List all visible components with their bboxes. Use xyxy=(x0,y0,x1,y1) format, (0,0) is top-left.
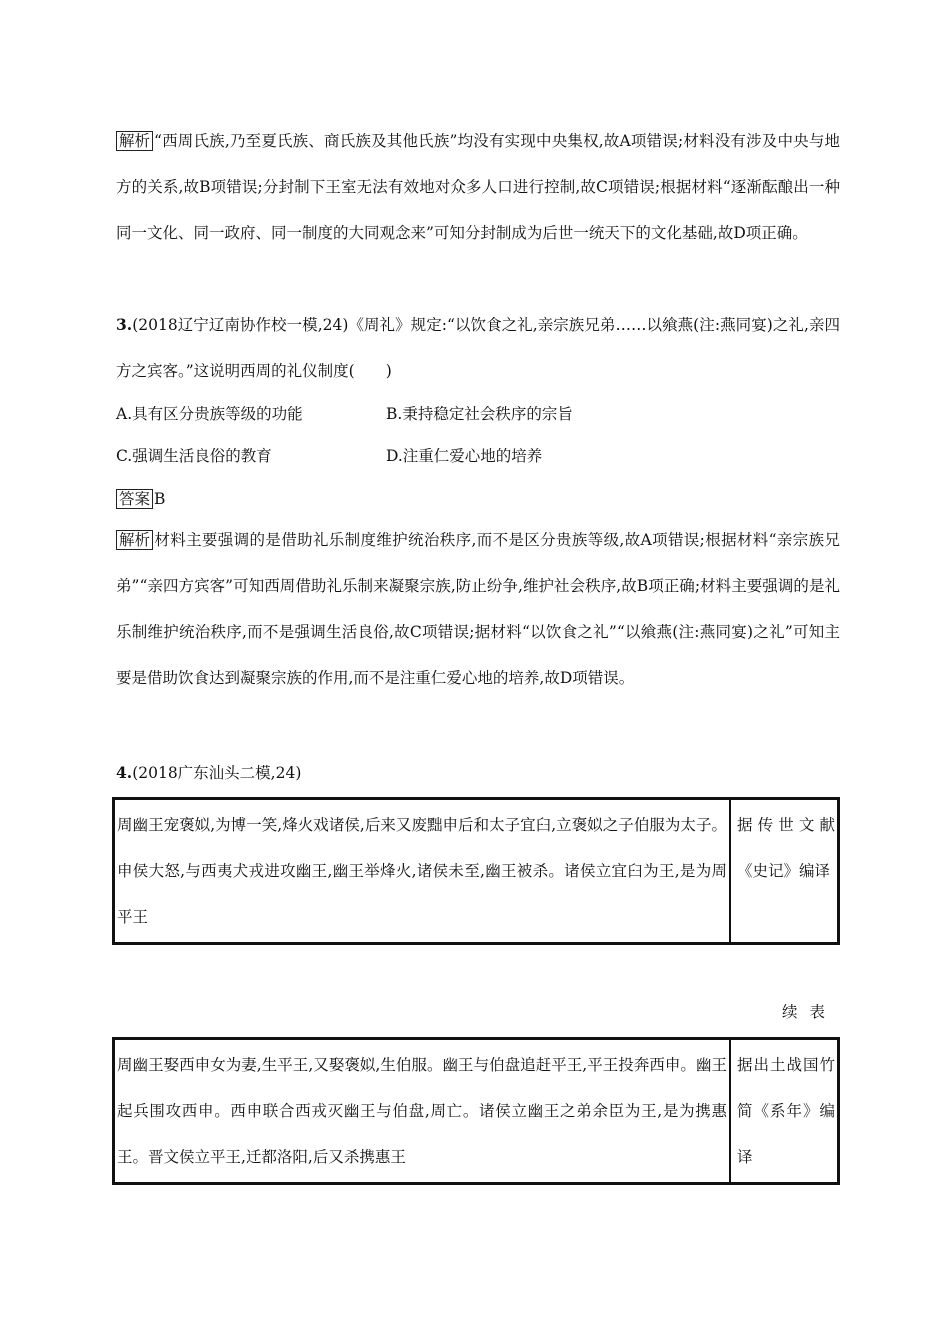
table-row xyxy=(114,1039,839,1184)
q3-analysis-text: 材料主要强调的是借助礼乐制度维护统治秩序,而不是区分贵族等级,故A项错误;根据材料“亲宗族兄弟”“亲四方宾客”可知西周借助礼乐制来凝聚宗族,防止纷争,维护社会秩序,故B项正确;材料主要强调的是礼乐制维护统治秩序,而不是强调生活良俗,故C项错误;据材料“以饮食之礼”“以飨燕(注:燕同宴)之礼”可知主要是借助饮食达到凝聚宗族的作用,而不是注重仁爱心地的培养,故D项错误。 xyxy=(116,531,840,687)
option-row xyxy=(116,435,840,477)
option-row xyxy=(116,393,840,435)
table-content-cell: 周幽王宠褒姒,为博一笑,烽火戏诸侯,后来又废黜申后和太子宜臼,立褒姒之子伯服为太子。申侯大怒,与西夷犬戎进攻幽王,幽王举烽火,诸侯未至,幽王被杀。诸侯立宜臼为王,是为周平王 xyxy=(114,799,731,944)
table-row xyxy=(114,799,839,944)
option-c: C.强调生活良俗的教育 xyxy=(116,447,272,465)
q2-analysis xyxy=(116,118,840,256)
q4-header xyxy=(116,758,840,788)
option-d: D.注重仁爱心地的培养 xyxy=(386,447,543,465)
continued-label: 续表 xyxy=(782,1003,838,1021)
question-number: 4. xyxy=(116,763,133,782)
q3-stem xyxy=(116,302,840,394)
option-a: A.具有区分贵族等级的功能 xyxy=(116,405,303,423)
analysis-tag: 解析 xyxy=(116,131,153,151)
source-table-2 xyxy=(112,1037,840,1185)
table-source-cell: 据传世文献《史记》编译 xyxy=(737,816,835,880)
answer-value: B xyxy=(154,490,166,508)
q3-options xyxy=(116,393,840,477)
q3-answer xyxy=(116,478,840,520)
table-source-cell: 据出土战国竹简《系年》编译 xyxy=(737,1056,835,1166)
q2-analysis-text: “西周氏族,乃至夏氏族、商氏族及其他氏族”均没有实现中央集权,故A项错误;材料没有涉及中央与地方的关系,故B项错误;分封制下王室无法有效地对众多人口进行控制,故C项错误;根据材料“逐渐酝酿出一种同一文化、同一政府、同一制度的大同观念来”可知分封制成为后世一统天下的文化基础,故D项正确。 xyxy=(116,132,840,242)
option-b: B.秉持稳定社会秩序的宗旨 xyxy=(386,405,573,423)
question-number: 3. xyxy=(116,315,133,334)
source-table-1 xyxy=(112,797,840,945)
answer-tag: 答案 xyxy=(116,489,153,509)
table-content-cell: 周幽王娶西申女为妻,生平王,又娶褒姒,生伯服。幽王与伯盘追赶平王,平王投奔西申。幽王起兵围攻西申。西申联合西戎灭幽王与伯盘,周亡。诸侯立幽王之弟余臣为王,是为携惠王。晋文侯立平王,迁都洛阳,后又杀携惠王 xyxy=(114,1039,731,1184)
analysis-tag: 解析 xyxy=(116,530,153,550)
q3-analysis xyxy=(116,517,840,701)
q3-stem-text: (2018辽宁辽南协作校一模,24)《周礼》规定:“以饮食之礼,亲宗族兄弟……以飨燕(注:燕同宴)之礼,亲四方之宾客。”这说明西周的礼仪制度( ) xyxy=(116,316,840,380)
q4-source: (2018广东汕头二模,24) xyxy=(132,764,302,782)
